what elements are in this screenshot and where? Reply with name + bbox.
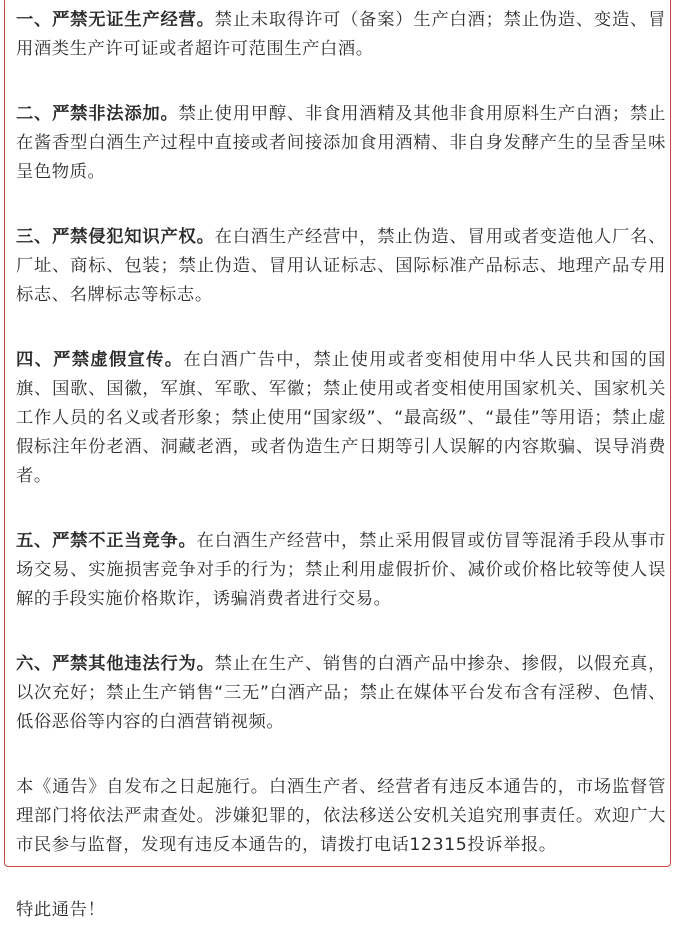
section-5 <box>16 527 666 614</box>
section-6-body: 禁止在生产、销售的白酒产品中掺杂、掺假，以假充真，以次充好；禁止生产销售“三无”白酒产品；禁止在媒体平台发布含有淫秽、色情、低俗恶俗等内容的白酒营销视频。 <box>16 654 666 732</box>
section-3-body: 在白酒生产经营中，禁止伪造、冒用或者变造他人厂名、厂址、商标、包装；禁止伪造、冒用认证标志、国际标准产品标志、地理产品专用标志、名牌标志等标志。 <box>16 227 666 305</box>
section-3 <box>16 223 666 310</box>
section-1-body: 禁止未取得许可（备案）生产白酒；禁止伪造、变造、冒用酒类生产许可证或者超许可范围生产白酒。 <box>16 10 666 59</box>
section-2-body: 禁止使用甲醇、非食用酒精及其他非食用原料生产白酒；禁止在酱香型白酒生产过程中直接或者间接添加食用酒精、非自身发酵产生的呈香呈味呈色物质。 <box>16 104 666 182</box>
section-5-heading: 五、严禁不正当竞争。 <box>16 531 197 551</box>
section-4-heading: 四、严禁虚假宣传。 <box>16 350 184 370</box>
section-6-heading: 六、严禁其他违法行为。 <box>16 654 215 674</box>
section-5-body: 在白酒生产经营中，禁止采用假冒或仿冒等混淆手段从事市场交易、实施损害竞争对手的行为；禁止利用虚假折价、减价或价格比较等使人误解的手段实施价格欺诈，诱骗消费者进行交易。 <box>16 531 666 609</box>
section-3-heading: 三、严禁侵犯知识产权。 <box>16 227 215 247</box>
section-1 <box>16 6 666 64</box>
section-1-heading: 一、严禁无证生产经营。 <box>16 10 215 30</box>
notice-document <box>16 6 666 925</box>
notice-paragraph: 本《通告》自发布之日起施行。白酒生产者、经营者有违反本通告的，市场监督管理部门将依法严肃查处。涉嫌犯罪的，依法移送公安机关追究刑事责任。欢迎广大市民参与监督，发现有违反本通告的，请拨打电话12315投诉举报。 <box>16 777 666 855</box>
section-4-body: 在白酒广告中，禁止使用或者变相使用中华人民共和国的国旗、国歌、国徽，军旗、军歌、军徽；禁止使用或者变相使用国家机关、国家机关工作人员的名义或者形象；禁止使用“国家级”、“最高级”、“最佳”等用语；禁止虚假标注年份老酒、洞藏老酒，或者伪造生产日期等引人误解的内容欺骗、误导消费者。 <box>16 350 666 486</box>
section-4 <box>16 346 666 491</box>
section-6 <box>16 650 666 737</box>
section-2 <box>16 100 666 187</box>
closing-text: 特此通告！ <box>16 900 106 920</box>
section-2-heading: 二、严禁非法添加。 <box>16 104 179 124</box>
